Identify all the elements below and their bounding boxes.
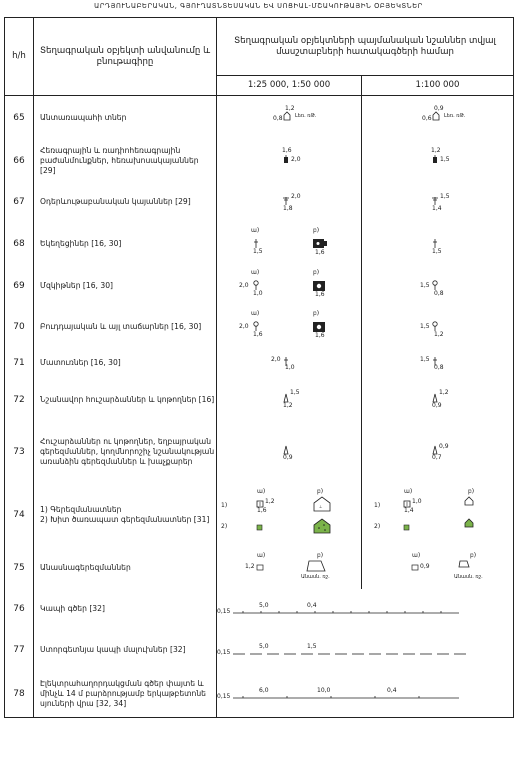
row-object-name: Բուդդայական և այլ տաճարներ [16, 30] bbox=[34, 307, 217, 347]
symbol-dimension-label: 1,8 bbox=[283, 205, 293, 212]
symbol-dimension-label: 0,6 bbox=[422, 115, 432, 122]
symbol-dimension-label: 1,2 bbox=[245, 563, 255, 570]
line-symbol-cell bbox=[217, 589, 514, 629]
symbol-cell-100k bbox=[362, 483, 514, 547]
variant-label: բ) bbox=[317, 488, 324, 495]
variant-label: ա) bbox=[257, 552, 266, 559]
weather-station-icon bbox=[432, 196, 438, 205]
svg-text:⊥: ⊥ bbox=[319, 504, 323, 509]
dense-cemetery-icon bbox=[257, 525, 262, 530]
row-object-name: Մզկիթներ [16, 30] bbox=[34, 265, 217, 307]
line-symbol bbox=[233, 611, 459, 615]
row-number: 71 bbox=[5, 347, 34, 379]
symbol-dimension-label: 2,0 bbox=[271, 356, 281, 363]
variant-label: ա) bbox=[251, 269, 260, 276]
row-object-name: Հեռագրային և ռադիոհեռագրային բաժանմունքներ, հեռախոսակայաններ [29] bbox=[34, 140, 217, 182]
symbol-dimension-label: 1,4 bbox=[432, 205, 442, 212]
symbol-caption: Լեռ. ռԹ. bbox=[295, 113, 317, 119]
variant-label: ա) bbox=[404, 488, 413, 495]
church-icon bbox=[253, 239, 259, 248]
temple-icon bbox=[253, 321, 259, 331]
symbol-dimension-label: 1,6 bbox=[257, 507, 267, 514]
symbol-cell-25k-50k bbox=[217, 307, 362, 347]
symbol-cell-25k-50k bbox=[217, 483, 362, 547]
row-object-name: Ստորգետնյա կապի մալուխներ [32] bbox=[34, 629, 217, 671]
symbol-dimension-label: 5,0 bbox=[259, 602, 269, 609]
memorial-icon bbox=[283, 446, 289, 454]
column-header-number: հ/հ bbox=[5, 18, 34, 96]
symbol-dimension-label: 5,0 bbox=[259, 643, 269, 650]
line-symbol-cell bbox=[217, 629, 514, 671]
symbol-cell-25k-50k bbox=[217, 379, 362, 421]
row-number: 66 bbox=[5, 140, 34, 182]
variant-label: բ) bbox=[317, 552, 324, 559]
symbol-dimension-label: 1,5 bbox=[440, 156, 450, 163]
symbol-cell-100k bbox=[362, 222, 514, 265]
sub-item-label: 2) bbox=[221, 523, 228, 530]
symbol-dimension-label: 0,15 bbox=[217, 649, 231, 656]
telegraph-office-icon bbox=[283, 155, 289, 163]
forester-house-icon bbox=[283, 112, 291, 120]
symbol-dimension-label: 1,5 bbox=[440, 193, 450, 200]
symbol-dimension-label: 2,0 bbox=[239, 282, 249, 289]
symbol-cell-100k bbox=[362, 265, 514, 307]
symbol-dimension-label: 2,0 bbox=[239, 323, 249, 330]
variant-label: ա) bbox=[251, 227, 260, 234]
table-row bbox=[5, 671, 514, 718]
symbol-cell-100k bbox=[362, 421, 514, 483]
table-row bbox=[5, 222, 514, 265]
row-object-name: Օդերևութաբանական կայաններ [29] bbox=[34, 182, 217, 222]
symbol-dimension-label: 1,2 bbox=[431, 147, 441, 154]
row-number: 75 bbox=[5, 547, 34, 589]
symbol-dimension-label: 0,8 bbox=[273, 115, 283, 122]
line-symbol bbox=[233, 696, 459, 700]
symbol-dimension-label: 1,6 bbox=[282, 147, 292, 154]
mosque-icon bbox=[253, 280, 259, 290]
symbol-dimension-label: 0,15 bbox=[217, 693, 231, 700]
symbol-dimension-label: 1,2 bbox=[265, 498, 275, 505]
church-icon bbox=[432, 239, 438, 248]
symbol-caption: Անասն. ռշ. bbox=[301, 574, 330, 580]
symbol-dimension-label: 1,2 bbox=[439, 389, 449, 396]
row-object-name: 1) Գերեզմանատներ 2) Խիտ ծառապատ գերեզմանատներ [31] bbox=[34, 483, 217, 547]
row-number: 70 bbox=[5, 307, 34, 347]
variant-label: բ) bbox=[470, 552, 477, 559]
symbol-cell-25k-50k bbox=[217, 347, 362, 379]
mosque-icon bbox=[432, 280, 438, 290]
page-header-title: ԱՐԴՅՈՒՆԱԲԵՐԱԿԱՆ, ԳՅՈՒՂԱՏՆՏԵՍԱԿԱՆ ԵՎ ՍՈՑԻԱԼ-ՄՇԱԿՈՒԹԱՅԻՆ ՕԲՅԵԿՏՆԵՐ bbox=[94, 2, 423, 10]
symbols-table bbox=[4, 17, 514, 718]
symbol-dimension-label: 1,2 bbox=[283, 402, 293, 409]
variant-label: բ) bbox=[313, 227, 320, 234]
dense-cemetery-filled-icon bbox=[464, 519, 482, 533]
notable-monument-icon bbox=[283, 394, 289, 402]
table-row bbox=[5, 182, 514, 222]
symbol-dimension-label: 0,8 bbox=[434, 290, 444, 297]
row-number: 69 bbox=[5, 265, 34, 307]
symbol-dimension-label: 1,6 bbox=[315, 291, 325, 298]
animal-burial-icon bbox=[257, 565, 263, 570]
cemetery-outline-icon bbox=[464, 497, 482, 511]
symbol-dimension-label: 1,2 bbox=[285, 105, 295, 112]
table-row bbox=[5, 265, 514, 307]
telegraph-office-icon bbox=[432, 155, 438, 163]
row-object-name: Հուշարձաններ ու կոթողներ, եղբայրական գերեզմաններ, կողմնորոշիչ նշանակության առանձին գերեզմաններ և խաչքարեր bbox=[34, 421, 217, 483]
symbol-cell-25k-50k bbox=[217, 265, 362, 307]
symbol-dimension-label: 0,15 bbox=[217, 608, 231, 615]
forester-house-icon bbox=[432, 112, 440, 120]
symbol-dimension-label: 1,4 bbox=[404, 507, 414, 514]
row-object-name: Անասնագերեզմաններ bbox=[34, 547, 217, 589]
table-row bbox=[5, 547, 514, 589]
sub-item-label: 1) bbox=[221, 502, 228, 509]
variant-label: բ) bbox=[313, 310, 320, 317]
symbol-caption: Լեռ. ռԹ. bbox=[444, 113, 466, 119]
symbol-cell-100k bbox=[362, 307, 514, 347]
symbol-dimension-label: 2,0 bbox=[291, 193, 301, 200]
variant-label: ա) bbox=[257, 488, 266, 495]
table-row bbox=[5, 96, 514, 141]
sub-item-label: 2) bbox=[374, 523, 381, 530]
symbol-dimension-label: 1,5 bbox=[432, 248, 442, 255]
symbol-cell-100k bbox=[362, 547, 514, 589]
symbol-dimension-label: 0,4 bbox=[307, 602, 317, 609]
symbol-caption: Անասն. ռշ. bbox=[454, 574, 483, 580]
symbol-dimension-label: 1,5 bbox=[307, 643, 317, 650]
symbol-cell-25k-50k bbox=[217, 140, 362, 182]
table-row bbox=[5, 140, 514, 182]
row-number: 76 bbox=[5, 589, 34, 629]
symbol-dimension-label: 1,6 bbox=[253, 331, 263, 338]
row-object-name: Եկեղեցիներ [16, 30] bbox=[34, 222, 217, 265]
symbol-cell-100k bbox=[362, 182, 514, 222]
symbol-dimension-label: 1,6 bbox=[315, 249, 325, 256]
symbol-dimension-label: 1,5 bbox=[290, 389, 300, 396]
symbol-cell-25k-50k bbox=[217, 96, 362, 141]
symbol-dimension-label: 0,9 bbox=[283, 454, 293, 461]
line-symbol-cell bbox=[217, 671, 514, 718]
table-row bbox=[5, 589, 514, 629]
row-number: 78 bbox=[5, 671, 34, 718]
symbol-dimension-label: 6,0 bbox=[259, 687, 269, 694]
animal-burial-outline-icon bbox=[458, 561, 470, 571]
symbol-cell-25k-50k bbox=[217, 421, 362, 483]
weather-station-icon bbox=[283, 196, 289, 205]
symbol-dimension-label: 1,2 bbox=[434, 331, 444, 338]
table-row bbox=[5, 483, 514, 547]
symbol-cell-25k-50k bbox=[217, 182, 362, 222]
row-object-name: Նշանավոր հուշարձաններ և կոթողներ [16] bbox=[34, 379, 217, 421]
table-row bbox=[5, 379, 514, 421]
temple-icon bbox=[432, 321, 438, 331]
row-object-name: Անտառապահի տներ bbox=[34, 96, 217, 141]
row-number: 65 bbox=[5, 96, 34, 141]
table-row bbox=[5, 347, 514, 379]
symbol-cell-100k bbox=[362, 379, 514, 421]
row-number: 74 bbox=[5, 483, 34, 547]
symbol-dimension-label: 0,9 bbox=[420, 563, 430, 570]
table-row bbox=[5, 307, 514, 347]
animal-burial-outline-icon bbox=[305, 561, 327, 571]
row-object-name: Կապի գծեր [32] bbox=[34, 589, 217, 629]
dense-cemetery-icon bbox=[404, 525, 409, 530]
row-number: 72 bbox=[5, 379, 34, 421]
sub-item-label: 1) bbox=[374, 502, 381, 509]
column-header-scale-25k-50k: 1:25 000, 1:50 000 bbox=[217, 76, 362, 96]
symbol-cell-100k bbox=[362, 140, 514, 182]
symbol-dimension-label: 10,0 bbox=[317, 687, 331, 694]
animal-burial-icon bbox=[412, 565, 418, 570]
symbol-dimension-label: 1,5 bbox=[420, 323, 430, 330]
symbol-cell-100k bbox=[362, 96, 514, 141]
row-object-name: Մատուռներ [16, 30] bbox=[34, 347, 217, 379]
variant-label: բ) bbox=[468, 488, 475, 495]
symbol-dimension-label: 0,7 bbox=[432, 454, 442, 461]
table-row bbox=[5, 421, 514, 483]
memorial-icon bbox=[432, 446, 438, 454]
symbol-dimension-label: 0,4 bbox=[387, 687, 397, 694]
column-header-scale-100k: 1:100 000 bbox=[362, 76, 514, 96]
variant-label: ա) bbox=[251, 310, 260, 317]
line-symbol bbox=[233, 652, 459, 656]
row-number: 73 bbox=[5, 421, 34, 483]
symbol-dimension-label: 1,5 bbox=[420, 282, 430, 289]
row-object-name: Էլեկտրահաղորդակցման գծեր փայտե և մինչև 14 մ բարձրությամբ երկաթբետոնե սյուների վրա [32, 34] bbox=[34, 671, 217, 718]
church-filled-icon bbox=[313, 239, 327, 248]
symbol-dimension-label: 0,8 bbox=[434, 364, 444, 371]
variant-label: ա) bbox=[412, 552, 421, 559]
row-number: 67 bbox=[5, 182, 34, 222]
table-row bbox=[5, 629, 514, 671]
row-number: 68 bbox=[5, 222, 34, 265]
symbol-dimension-label: 0,9 bbox=[439, 443, 449, 450]
symbol-dimension-label: 1,6 bbox=[315, 332, 325, 339]
symbol-dimension-label: 1,5 bbox=[253, 248, 263, 255]
symbol-cell-25k-50k bbox=[217, 547, 362, 589]
symbol-dimension-label: 1,0 bbox=[253, 290, 263, 297]
variant-label: բ) bbox=[313, 269, 320, 276]
row-number: 77 bbox=[5, 629, 34, 671]
notable-monument-icon bbox=[432, 394, 438, 402]
symbol-dimension-label: 1,0 bbox=[285, 364, 295, 371]
symbol-dimension-label: 1,0 bbox=[412, 498, 422, 505]
symbol-cell-100k bbox=[362, 347, 514, 379]
mosque-filled-icon bbox=[313, 281, 325, 291]
symbol-cell-25k-50k bbox=[217, 222, 362, 265]
column-header-name: Տեղագրական օբյեկտի անվանումը և բնութագիրը bbox=[34, 18, 217, 96]
symbol-dimension-label: 0,9 bbox=[432, 402, 442, 409]
dense-cemetery-filled-icon bbox=[313, 519, 331, 533]
symbol-dimension-label: 2,0 bbox=[291, 156, 301, 163]
cemetery-outline-icon bbox=[313, 497, 331, 511]
temple-filled-icon bbox=[313, 322, 325, 332]
symbol-dimension-label: 1,5 bbox=[420, 356, 430, 363]
column-header-symbols: Տեղագրական օբյեկտների պայմանական նշաններ տվյալ մասշտաբների հատակագծերի համար bbox=[217, 18, 514, 76]
symbol-dimension-label: 0,9 bbox=[434, 105, 444, 112]
